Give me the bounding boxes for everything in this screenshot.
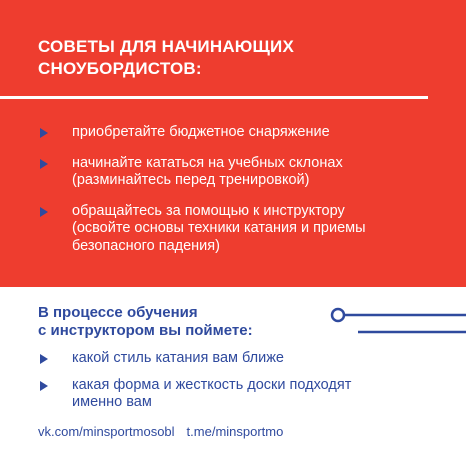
triangle-arrow-icon bbox=[40, 159, 48, 169]
tip-text: (разминайтесь перед тренировкой) bbox=[72, 172, 310, 188]
triangle-arrow-icon bbox=[40, 354, 48, 364]
learn-text: какая форма и жесткость доски подходят bbox=[72, 376, 352, 393]
learn-item bbox=[40, 377, 452, 412]
telegram-link[interactable]: t.me/minsportmo bbox=[186, 424, 284, 439]
subheading bbox=[38, 304, 253, 340]
tip-item bbox=[40, 124, 432, 142]
tip-text: обращайтесь за помощью к инструктору bbox=[72, 202, 345, 219]
subheading-line-2: с инструктором вы поймете: bbox=[38, 322, 253, 339]
vk-link[interactable]: vk.com/minsportmosobl bbox=[38, 424, 175, 439]
line-circle-decoration-icon bbox=[324, 306, 466, 336]
title-line-1: СОВЕТЫ ДЛЯ НАЧИНАЮЩИХ bbox=[38, 37, 295, 56]
tip-text: безопасного падения) bbox=[72, 237, 220, 254]
triangle-arrow-icon bbox=[40, 207, 48, 217]
learn-text: именно вам bbox=[72, 394, 152, 410]
learn-text: какой стиль катания вам ближе bbox=[72, 350, 284, 366]
decoration-circle bbox=[332, 309, 344, 321]
tip-text: приобретайте бюджетное снаряжение bbox=[72, 124, 330, 140]
triangle-arrow-icon bbox=[40, 128, 48, 138]
triangle-arrow-icon bbox=[40, 381, 48, 391]
title bbox=[38, 36, 294, 80]
tip-text: (освойте основы техники катания и приемы bbox=[72, 220, 366, 236]
tip-item bbox=[40, 155, 432, 190]
learn-item bbox=[40, 350, 452, 368]
subheading-line-1: В процессе обучения bbox=[38, 304, 198, 321]
learn-list bbox=[40, 350, 452, 421]
tip-text: начинайте кататься на учебных склонах bbox=[72, 154, 343, 171]
title-line-2: СНОУБОРДИСТОВ: bbox=[38, 59, 202, 78]
tips-list bbox=[40, 124, 432, 268]
tip-item bbox=[40, 203, 432, 256]
title-divider bbox=[0, 96, 428, 99]
footer-links bbox=[38, 424, 283, 440]
